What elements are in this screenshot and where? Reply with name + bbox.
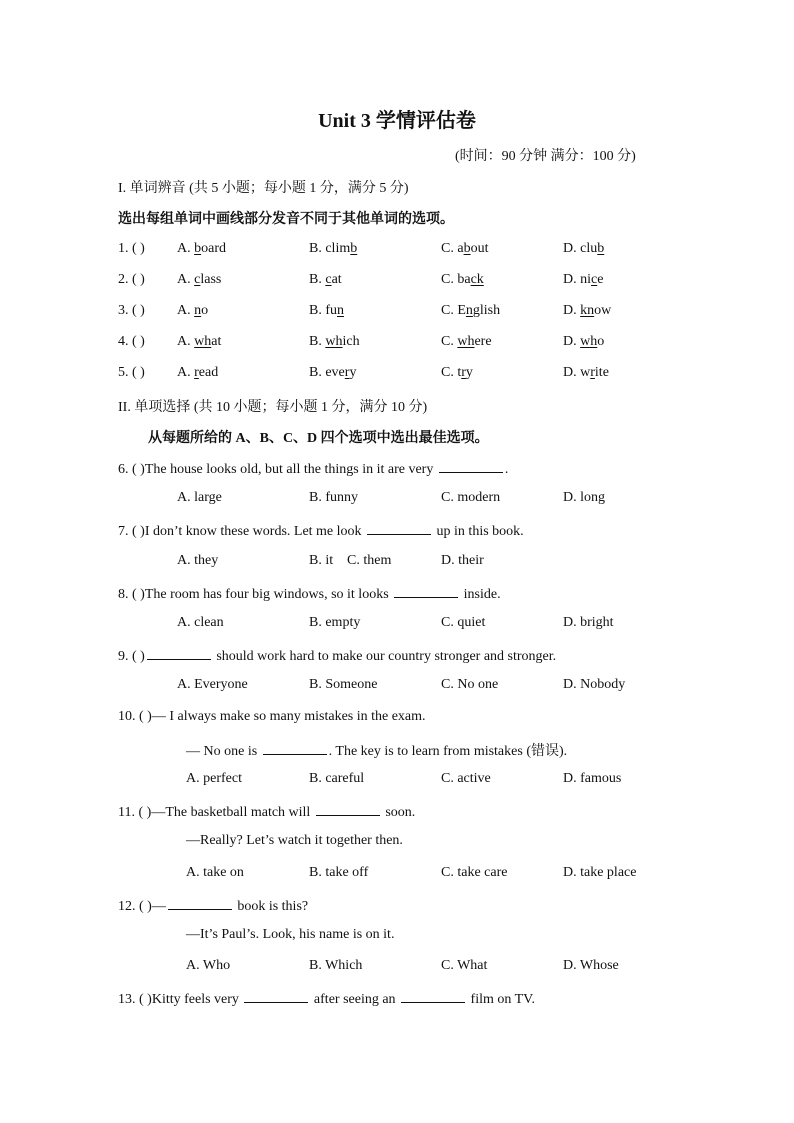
word-part: ere (474, 334, 492, 349)
underlined-part: wh (580, 334, 598, 349)
option-b: B. Someone (309, 677, 378, 692)
option-d: D. famous (563, 771, 622, 786)
word-part: ead (198, 365, 219, 380)
option-letter: A. (177, 365, 195, 380)
dialogue-text-pre: — No one is (186, 744, 261, 759)
option-a (177, 303, 208, 319)
option-d: D. Nobody (563, 677, 626, 692)
section2-instruction: 从每题所给的 A、B、C、D 四个选项中选出最佳选项。 (148, 431, 489, 446)
question-number: 7. ( ) (118, 524, 145, 539)
word-part: w (580, 365, 591, 380)
option-a: A. take on (186, 865, 244, 880)
question-7 (118, 521, 524, 540)
underlined-part: wh (194, 334, 212, 349)
answer-blank[interactable] (316, 802, 380, 816)
word-part: at (211, 334, 222, 349)
dialogue-text-pre: —The basketball match will (151, 805, 314, 820)
question-number: 10. ( ) (118, 709, 152, 724)
option-b: B. empty (309, 615, 361, 630)
dialogue-text-pre: — (151, 899, 166, 914)
underlined-part: r (461, 365, 466, 380)
question-text-post: up in this book. (433, 524, 524, 539)
option-letter: C. (441, 303, 458, 318)
option-b (309, 365, 356, 381)
answer-blank[interactable] (263, 741, 327, 755)
question-10 (118, 709, 426, 725)
word-part: glish (472, 303, 501, 318)
question-number: 6. ( ) (118, 462, 145, 477)
option-b: B. it (309, 553, 334, 568)
word-part: E (457, 303, 466, 318)
underlined-part: wh (325, 334, 343, 349)
option-letter: B. (309, 303, 326, 318)
word-part: ni (580, 272, 592, 287)
question-number: 13. ( ) (118, 992, 152, 1007)
underlined-part: n (337, 303, 345, 318)
question-number: 11. ( ) (118, 805, 152, 820)
question-number: 12. ( ) (118, 899, 152, 914)
option-d (563, 334, 604, 350)
option-b (309, 334, 360, 350)
answer-blank[interactable] (168, 896, 232, 910)
underlined-part: c (591, 272, 598, 287)
underlined-part: n (194, 303, 202, 318)
underlined-part: b (194, 241, 202, 256)
word-part: e (597, 272, 604, 287)
dialogue-text-post: soon. (381, 805, 416, 820)
word-part: o (201, 303, 209, 318)
page-title: Unit 3 学情评估卷 (318, 110, 476, 132)
underlined-part: b (597, 241, 605, 256)
answer-blank[interactable] (367, 521, 431, 535)
underlined-part: r (590, 365, 595, 380)
option-letter: B. (309, 365, 326, 380)
option-c (441, 334, 492, 350)
word-part: clu (580, 241, 598, 256)
option-a (177, 241, 226, 257)
question-number: 4. ( ) (118, 334, 145, 349)
question-12 (118, 896, 308, 915)
dialogue-line-2 (186, 740, 567, 760)
word-part: ite (594, 365, 609, 380)
question-text-post: should work hard to make our country stronger and stronger. (212, 649, 557, 664)
underlined-part: ck (470, 272, 484, 287)
option-d (563, 272, 603, 288)
question-text-post: inside. (460, 587, 501, 602)
underlined-part: wh (457, 334, 475, 349)
word-part: eve (325, 365, 345, 380)
option-d: D. Whose (563, 958, 619, 973)
option-a: A. Everyone (177, 677, 248, 692)
word-part: y (349, 365, 357, 380)
word-part: clim (325, 241, 351, 256)
underlined-part: r (344, 365, 350, 380)
dialogue-line-1: — I always make so many mistakes in the exam. (151, 709, 426, 724)
option-a (177, 365, 218, 381)
answer-blank[interactable] (401, 989, 465, 1003)
word-part: ich (342, 334, 360, 349)
question-text-pre: I don’t know these words. Let me look (144, 524, 366, 539)
word-part: lass (200, 272, 222, 287)
option-a: A. large (177, 490, 222, 505)
question-text-pre: Kitty feels very (151, 992, 243, 1007)
option-d (563, 241, 604, 257)
option-a (177, 272, 221, 288)
question-number: 2. ( ) (118, 272, 145, 287)
option-d: D. bright (563, 615, 614, 630)
option-letter: B. (309, 241, 326, 256)
word-part: at (331, 272, 342, 287)
option-b: B. funny (309, 490, 358, 505)
option-letter: C. (441, 365, 458, 380)
option-b: B. take off (309, 865, 369, 880)
option-letter: B. (309, 272, 326, 287)
option-c (441, 272, 484, 288)
option-letter: D. (563, 303, 581, 318)
option-letter: D. (563, 272, 581, 287)
option-a (177, 334, 221, 350)
word-part: a (457, 241, 464, 256)
word-part: oard (201, 241, 227, 256)
option-letter: D. (563, 365, 581, 380)
option-c (441, 241, 488, 257)
option-c: C. quiet (441, 615, 486, 630)
option-d: D. long (563, 490, 605, 505)
dialogue-text-post: book is this? (233, 899, 309, 914)
option-a: A. Who (186, 958, 231, 973)
question-text-mid: after seeing an (310, 992, 400, 1007)
underlined-part: c (325, 272, 332, 287)
option-letter: A. (177, 241, 195, 256)
option-letter: D. (563, 334, 581, 349)
dialogue-line-2: —Really? Let’s watch it together then. (186, 833, 403, 848)
word-part: t (457, 365, 462, 380)
question-text-post: . (504, 462, 509, 477)
question-number: 9. ( ) (118, 649, 145, 664)
word-part: y (465, 365, 473, 380)
option-letter: A. (177, 334, 195, 349)
question-text-pre: The room has four big windows, so it looks (144, 587, 393, 602)
option-letter: B. (309, 334, 326, 349)
question-number: 5. ( ) (118, 365, 145, 380)
option-letter: C. (441, 334, 458, 349)
option-d (563, 365, 609, 381)
option-c: C. take care (441, 865, 508, 880)
option-d (563, 303, 611, 319)
option-d: D. their (441, 553, 484, 568)
question-8 (118, 584, 501, 603)
option-c: C. What (441, 958, 488, 973)
time-info: (时间：90 分钟 满分：100 分) (455, 149, 636, 164)
option-letter: A. (177, 303, 195, 318)
question-text-pre: The house looks old, but all the things in it are very (144, 462, 437, 477)
option-b (309, 272, 342, 288)
question-9 (118, 646, 556, 665)
option-c: C. modern (441, 490, 501, 505)
option-letter: C. (441, 272, 458, 287)
option-a: A. clean (177, 615, 224, 630)
section1-instruction: 选出每组单词中画线部分发音不同于其他单词的选项。 (118, 212, 454, 227)
option-c (441, 365, 473, 381)
option-b (309, 241, 357, 257)
answer-blank[interactable] (147, 646, 211, 660)
option-c: C. active (441, 771, 491, 786)
word-part: ow (594, 303, 612, 318)
question-13 (118, 989, 535, 1008)
option-a: A. perfect (186, 771, 242, 786)
underlined-part: r (194, 365, 199, 380)
underlined-part: b (463, 241, 471, 256)
word-part: out (470, 241, 489, 256)
word-part: ba (457, 272, 471, 287)
question-6 (118, 459, 508, 478)
option-d: D. take place (563, 865, 637, 880)
section2-heading: II. 单项选择 (共 10 小题；每小题 1 分，满分 10 分) (118, 400, 428, 415)
underlined-part: kn (580, 303, 595, 318)
option-c (441, 303, 500, 319)
underlined-part: c (194, 272, 201, 287)
word-part: o (597, 334, 605, 349)
question-number: 1. ( ) (118, 241, 145, 256)
answer-blank[interactable] (439, 459, 503, 473)
option-b: B. Which (309, 958, 363, 973)
section1-heading: I. 单词辨音 (共 5 小题；每小题 1 分，满分 5 分) (118, 181, 409, 196)
underlined-part: b (350, 241, 358, 256)
answer-blank[interactable] (394, 584, 458, 598)
option-c: C. No one (441, 677, 499, 692)
question-text-post: film on TV. (467, 992, 535, 1007)
answer-blank[interactable] (244, 989, 308, 1003)
option-b (309, 303, 344, 319)
question-number: 8. ( ) (118, 587, 145, 602)
question-11 (118, 802, 415, 821)
option-letter: A. (177, 272, 195, 287)
dialogue-text-post: . The key is to learn from mistakes (错误). (328, 744, 568, 759)
dialogue-line-2: —It’s Paul’s. Look, his name is on it. (186, 927, 395, 942)
underlined-part: n (465, 303, 473, 318)
option-b: B. careful (309, 771, 365, 786)
option-letter: C. (441, 241, 458, 256)
word-part: fu (325, 303, 338, 318)
option-c: C. them (347, 553, 392, 568)
option-a: A. they (177, 553, 219, 568)
option-letter: D. (563, 241, 581, 256)
question-number: 3. ( ) (118, 303, 145, 318)
